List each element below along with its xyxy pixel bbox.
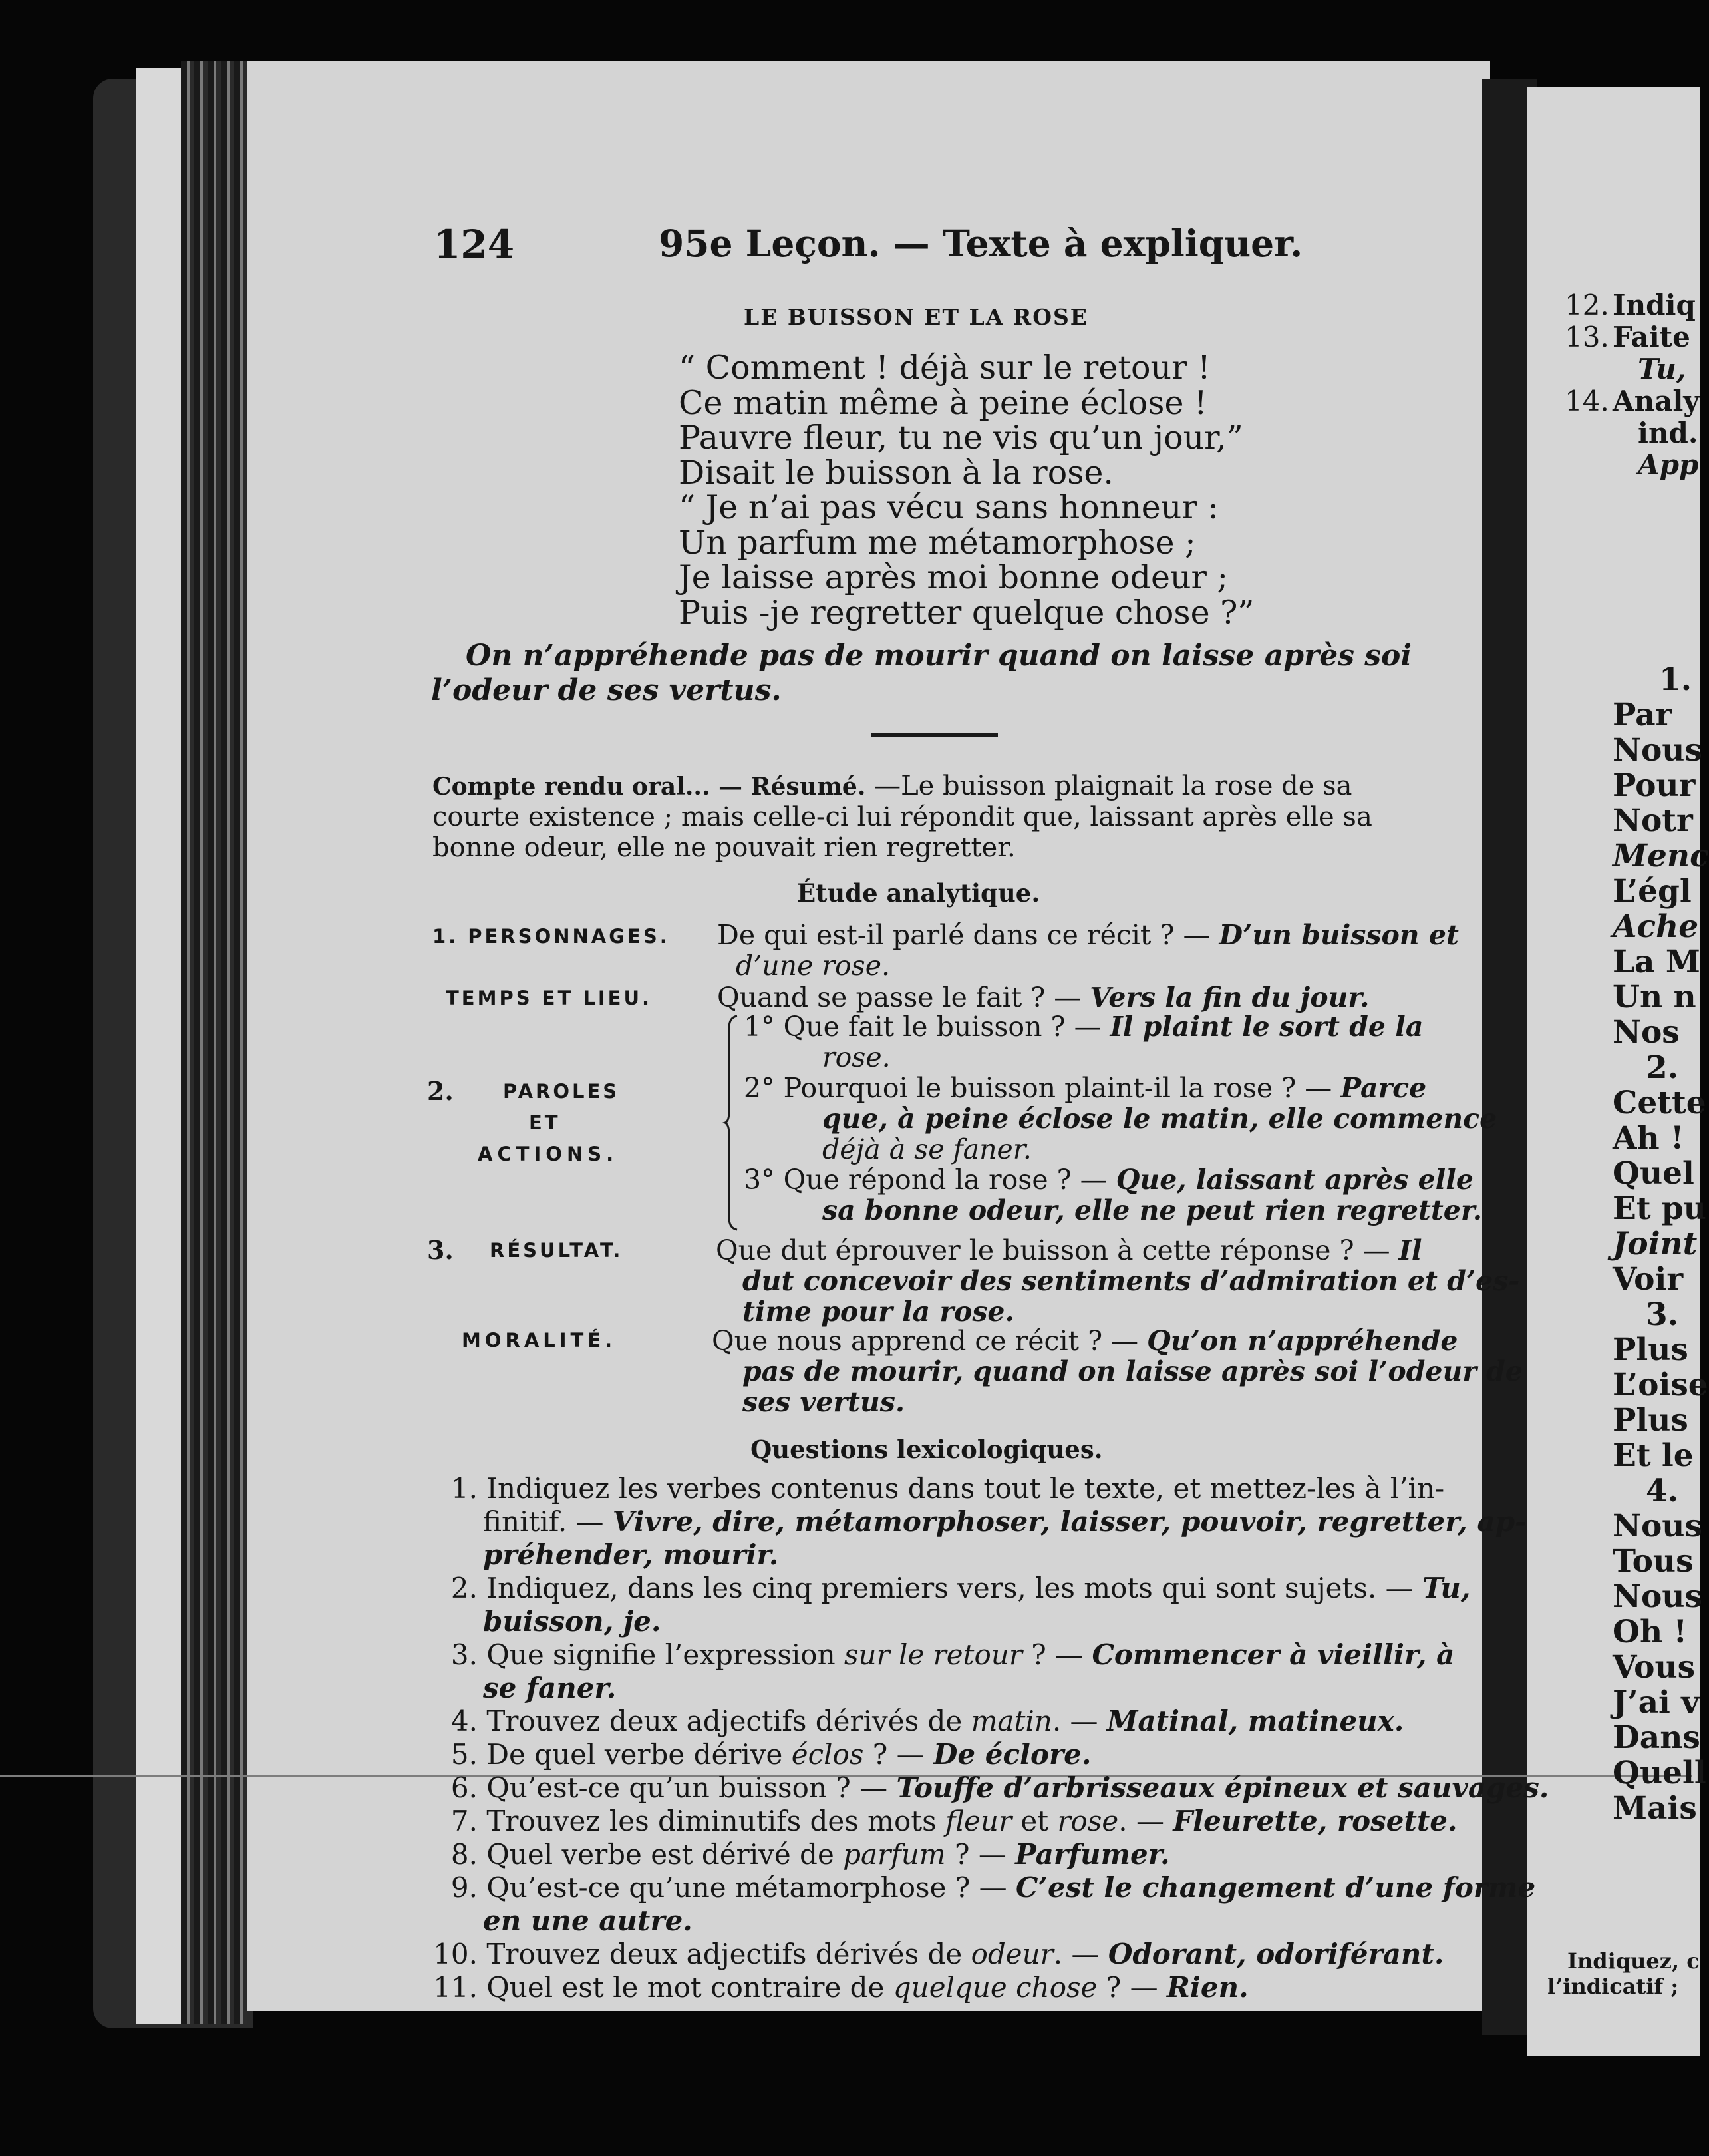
poem-line: Je laisse après moi bonne odeur ; [679,558,1229,596]
summary-line: courte existence ; mais celle-ci lui répondit que, laissant après elle sa [432,802,1372,832]
question-text: Quel est le mot contraire de [486,1971,893,2004]
page-header-title [659,222,1303,265]
answer-text: time pour la rose. [742,1296,1014,1328]
question-text: . — [1052,1705,1107,1737]
question-text: Qu’est-ce qu’une métamorphose ? — [486,1871,1016,1904]
answer-text: buisson, je. [483,1605,661,1638]
question-item [419,1805,1457,1838]
right-line: Joint [1613,1226,1698,1262]
answer-text: déjà à se faner. [822,1133,1032,1165]
term-text: matin [971,1705,1052,1737]
question-number: 1. [450,1472,478,1505]
question-text: Trouvez deux adjectifs dérivés de [486,1705,971,1737]
poem-line: Pauvre fleur, tu ne vis qu’un jour,” [679,419,1243,456]
right-line: Quell [1613,1755,1706,1791]
right-line: Ache [1613,908,1699,945]
question-text: Quand se passe le fait ? — [717,982,1082,1013]
right-line: Plus [1613,1402,1688,1439]
right-line: Et pu [1613,1190,1706,1227]
right-item-number: 13. [1565,321,1609,353]
answer-text: Vers la fin du jour. [1090,982,1370,1013]
header-title-text: 95e Leçon. — Texte à expliquer. [659,222,1303,265]
right-item-text: Analy [1613,385,1700,417]
question-text: et [1012,1805,1058,1837]
poem-line: “ Comment ! déjà sur le retour ! [679,349,1211,387]
question-item [419,1838,1457,1871]
question-text: ? — [863,1738,933,1771]
right-line: Et le [1613,1437,1694,1474]
right-line: Par [1613,697,1672,733]
answer-text: Il [1398,1234,1422,1266]
answer-text: sa bonne odeur, elle ne peut rien regretter. [822,1194,1482,1226]
right-line: Voir [1613,1261,1684,1298]
right-line: 3. [1646,1296,1679,1333]
term-text: quelque chose [893,1971,1098,2004]
questions-title: Questions lexicologiques. [750,1435,1103,1464]
question-item [419,1871,1536,1904]
term-text: parfum [843,1838,946,1871]
question-number: 6. [450,1771,478,1804]
right-line: Ah ! [1613,1120,1684,1157]
answer-text: Que, laissant après elle [1116,1164,1474,1196]
right-line: Nous [1613,732,1702,769]
answer-text: D’un buisson et [1219,919,1459,951]
right-item-text: ind. [1638,417,1698,449]
question-text: Que nous apprend ce récit ? — [712,1325,1139,1357]
question-item [419,1472,1457,1505]
question-item [419,1738,1457,1771]
term-text: fleur [945,1805,1012,1837]
question-text: Indiquez, dans les cinq premiers vers, les mots qui sont sujets. — [486,1572,1422,1604]
question-item [419,1705,1457,1738]
num-resultat: 3. [427,1235,454,1265]
poem-line: Ce matin même à peine éclose ! [679,383,1207,422]
question-text: Que dut éprouver le buisson à cette réponse ? — [716,1234,1390,1266]
answer-text: Fleurette, rosette. [1173,1805,1458,1837]
right-line: Quel [1613,1155,1694,1192]
label-temps-lieu: TEMPS ET LIEU. [446,987,653,1009]
question-text: Trouvez les diminutifs des mots [486,1805,946,1837]
right-line: Tous [1613,1543,1694,1580]
question-text: 3° Que répond la rose ? — [744,1164,1108,1196]
section-divider [871,733,998,737]
right-item-text: App [1638,449,1699,481]
right-line: J’ai v [1613,1684,1700,1721]
right-item-number: 12. [1565,289,1609,321]
label-moralite: MORALITÉ. [462,1329,617,1351]
right-page-footer [1547,1948,1700,1999]
question-text: . — [1053,1938,1108,1970]
right-footer-line: l’indicatif ; [1547,1974,1679,1999]
question-item [419,1938,1457,1971]
answer-text: Vivre, dire, métamorphoser, laisser, pouvoir, regretter, ap- [612,1505,1527,1538]
question-number: 9. [450,1871,478,1904]
question-text: Quel verbe est dérivé de [486,1838,844,1871]
right-line: Cette [1613,1085,1706,1121]
question-text: De quel verbe dérive [486,1738,792,1771]
answer-moralite [712,1326,1523,1417]
right-line: Pour [1613,767,1696,804]
right-item-number: 14. [1565,385,1609,417]
answer-personnages [717,920,1459,981]
question-number: 7. [450,1805,478,1837]
label-paroles: PAROLES [503,1080,620,1103]
answer-text: d’une rose. [736,950,891,982]
question-item-cont [419,1505,1527,1538]
question-number: 4. [450,1705,478,1737]
answer-temps [717,982,1370,1013]
poem-line: Disait le buisson à la rose. [679,453,1114,492]
answer-text: rose. [822,1041,891,1073]
analysis-title: Étude analytique. [797,878,1040,908]
right-line: Vous [1613,1649,1696,1686]
question-number: 3. [450,1638,478,1671]
label-resultat: RÉSULTAT. [490,1239,623,1262]
question-number: 10. [433,1938,478,1970]
right-line: Nous [1613,1508,1702,1544]
right-line: L’oise [1613,1367,1708,1403]
right-line: 4. [1646,1473,1679,1509]
label-actions: ACTIONS. [478,1143,619,1165]
label-et: ET [529,1111,561,1134]
question-number: 11. [433,1971,478,2004]
poem-line: Un parfum me métamorphose ; [679,523,1196,562]
poem-moral [431,639,1412,708]
right-line: Menc [1613,838,1709,874]
poem-line: “ Je n’ai pas vécu sans honneur : [679,488,1219,526]
question-text: finitif. — [483,1505,613,1538]
answer-text: Tu, [1422,1572,1471,1604]
right-line: 2. [1646,1049,1679,1086]
question-text: De qui est-il parlé dans ce récit ? — [717,919,1211,951]
summary-label: Compte rendu oral... — Résumé. [432,773,866,801]
right-line: Un n [1613,979,1696,1015]
question-item [419,1638,1457,1672]
poem-line: Puis -je regretter quelque chose ?” [679,593,1255,631]
answer-text: Parce [1340,1072,1427,1104]
right-line: Dans [1613,1719,1700,1756]
question-text: Indiquez les verbes contenus dans tout le texte, et mettez-les à l’in- [486,1472,1445,1505]
moral-line: l’odeur de ses vertus. [431,673,782,707]
answer-text: C’est le changement d’une forme [1015,1871,1536,1904]
right-footer-line: Indiquez, c [1567,1948,1700,1974]
num-paroles: 2. [427,1076,454,1106]
right-line: L’égl [1613,873,1692,910]
paroles-block [744,1011,1497,1226]
answer-text: pas de mourir, quand on laisse après soi l’odeur de [742,1355,1523,1387]
question-text: ? — [1022,1638,1092,1671]
summary-line: bonne odeur, elle ne pouvait rien regretter. [432,832,1016,863]
right-line: La M [1613,944,1700,980]
answer-resultat [716,1235,1519,1327]
right-item-text: Indiq [1613,289,1696,321]
answer-text: ses vertus. [742,1386,905,1418]
question-text: ? — [945,1838,1016,1871]
question-text: Trouvez deux adjectifs dérivés de [486,1938,971,1970]
answer-text: Parfumer. [1015,1838,1170,1871]
answer-text: en une autre. [483,1904,693,1937]
question-text: Que signifie l’expression [486,1638,844,1671]
question-text: . — [1118,1805,1173,1837]
summary-line: —Le buisson plaignait la rose de sa [865,771,1352,801]
answer-text: Qu’on n’appréhende [1147,1325,1458,1357]
page-number: 124 [434,222,515,267]
answer-text: De éclore. [933,1738,1092,1771]
question-number: 2. [450,1572,478,1604]
term-text: rose [1057,1805,1119,1837]
right-line: Nos [1613,1014,1680,1051]
answer-text: que, à peine éclose le matin, elle commence [822,1103,1497,1135]
answer-text: se faner. [483,1672,617,1704]
question-text: 2° Pourquoi le buisson plaint-il la rose ? — [744,1072,1332,1104]
answer-text: Rien. [1166,1971,1249,2004]
answer-text: dut concevoir des sentiments d’admiration et d’es- [742,1265,1520,1297]
right-line: Oh ! [1613,1614,1688,1650]
question-number: 5. [450,1738,478,1771]
label-personnages: 1. PERSONNAGES. [432,925,670,948]
poem-stanza [679,351,1254,630]
right-line: Mais [1613,1790,1697,1827]
answer-text: Commencer à vieillir, à [1092,1638,1455,1671]
right-page-body [1613,661,1709,1827]
page-stack-edge [181,61,247,2024]
questions-list [419,1472,1549,2004]
answer-text: Il plaint le sort de la [1110,1011,1424,1043]
question-item [419,1572,1471,1605]
right-line: Notr [1613,803,1693,839]
answer-text: préhender, mourir. [483,1538,779,1571]
question-item [419,1971,1457,2004]
moral-line: On n’appréhende pas de mourir quand on laisse après soi [466,639,1412,673]
right-item-text: Tu, [1638,353,1686,385]
question-text: Qu’est-ce qu’un buisson ? — [486,1771,897,1804]
term-text: éclos [791,1738,864,1771]
question-text: 1° Que fait le buisson ? — [744,1011,1102,1043]
term-text: sur le retour [844,1638,1022,1671]
answer-text: Touffe d’arbrisseaux épineux et sauvages. [896,1771,1549,1804]
right-line: Nous [1613,1578,1702,1615]
answer-text: Matinal, matineux. [1106,1705,1404,1737]
term-text: odeur [971,1938,1054,1970]
answer-text: Odorant, odoriférant. [1108,1938,1444,1970]
summary-block [432,771,1372,863]
curly-brace [725,1015,738,1231]
question-item [419,1771,1549,1805]
right-line: 1. [1659,661,1692,698]
right-page-top [1565,289,1700,481]
question-text: ? — [1097,1971,1167,2004]
right-line: Plus [1613,1332,1688,1368]
question-number: 8. [450,1838,478,1871]
poem-title: LE BUISSON ET LA ROSE [744,304,1088,330]
right-item-text: Faite [1613,321,1690,353]
